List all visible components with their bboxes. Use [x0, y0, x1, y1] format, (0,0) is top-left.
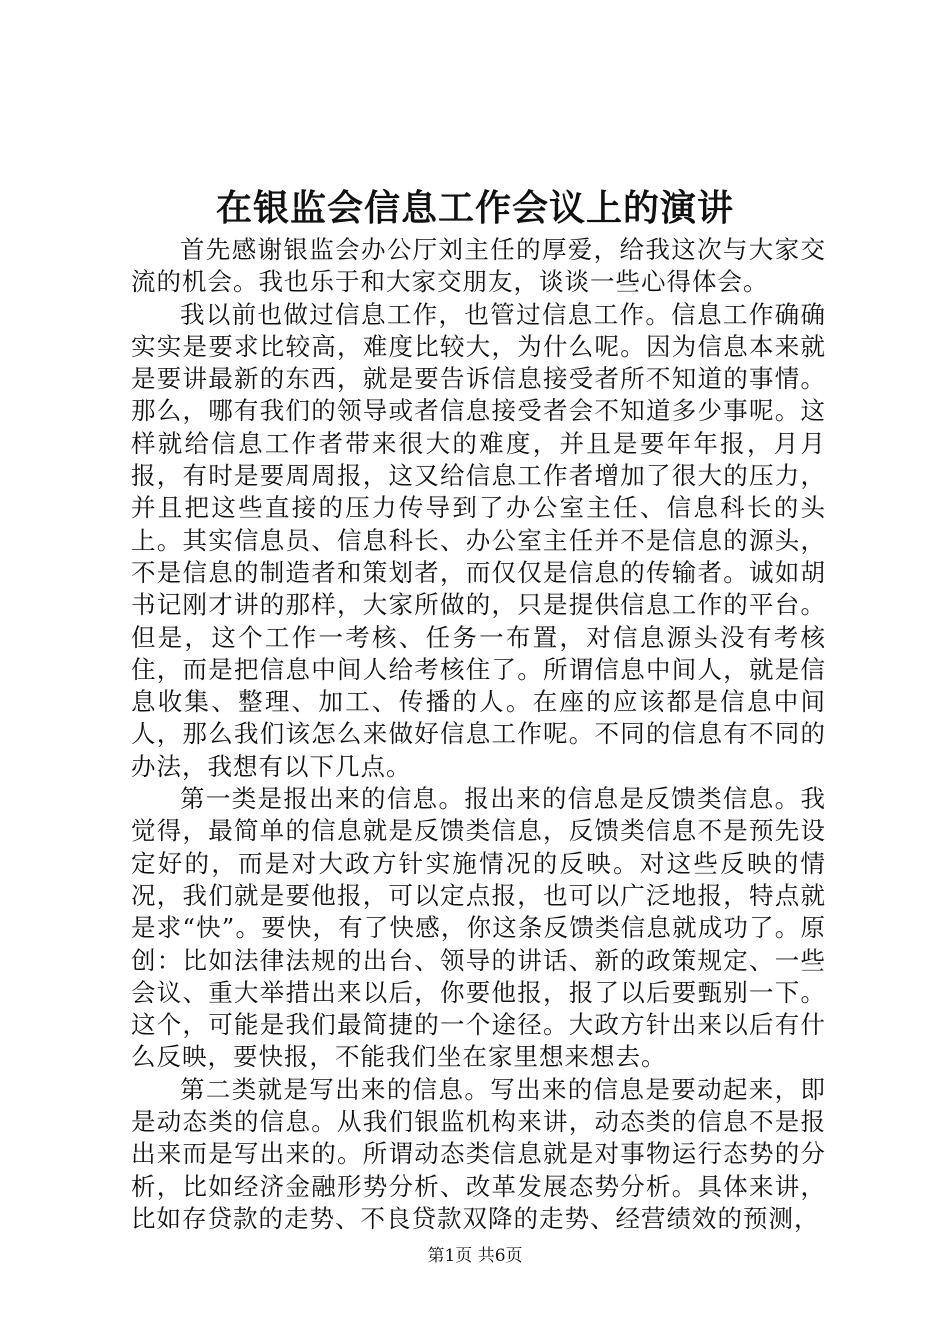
- document-title: 在银监会信息工作会议上的演讲: [215, 187, 734, 229]
- document-body: [131, 234, 826, 1235]
- paragraph-3: 第一类是报出来的信息。报出来的信息是反馈类信息。我觉得，最简单的信息就是反馈类信息，反馈类信息不是预先设定好的，而是对大政方针实施情况的反映。对这些反映的情况，我们就是要他报，可以定点报，也可以广泛地报，特点就是求“快”。要快，有了快感，你这条反馈类信息就成功了。原创：比如法律法规的出台、领导的讲话、新的政策规定、一些会议、重大举措出来以后，你要他报，报了以后要甄别一下。这个，可能是我们最简捷的一个途径。大政方针出来以后有什么反映，要快报，不能我们坐在家里想来想去。: [131, 784, 826, 1072]
- paragraph-2: 我以前也做过信息工作，也管过信息工作。信息工作确确实实是要求比较高，难度比较大，为什么呢。因为信息本来就是要讲最新的东西，就是要告诉信息接受者所不知道的事情。那么，哪有我们的领导或者信息接受者会不知道多少事呢。这样就给信息工作者带来很大的难度，并且是要年年报，月月报，有时是要周周报，这又给信息工作者增加了很大的压力，并且把这些直接的压力传导到了办公室主任、信息科长的头上。其实信息员、信息科长、办公室主任并不是信息的源头，不是信息的制造者和策划者，而仅仅是信息的传输者。诚如胡书记刚才讲的那样，大家所做的，只是提供信息工作的平台。但是，这个工作一考核、任务一布置，对信息源头没有考核住，而是把信息中间人给考核住了。所谓信息中间人，就是信息收集、整理、加工、传播的人。在座的应该都是信息中间人，那么我们该怎么来做好信息工作呢。不同的信息有不同的办法，我想有以下几点。: [131, 299, 826, 781]
- paragraph-1: 首先感谢银监会办公厅刘主任的厚爱，给我这次与大家交流的机会。我也乐于和大家交朋友，谈谈一些心得体会。: [131, 235, 826, 297]
- paragraph-4: 第二类就是写出来的信息。写出来的信息是要动起来，即是动态类的信息。从我们银监机构来讲，动态类的信息不是报出来而是写出来的。所谓动态类信息就是对事物运行态势的分析，比如经济金融形势分析、改革发展态势分析。具体来讲，比如存贷款的走势、不良贷款双降的走势、经营绩效的预测，: [131, 1074, 826, 1233]
- page-number-footer: 第1页 共6页: [427, 1246, 523, 1266]
